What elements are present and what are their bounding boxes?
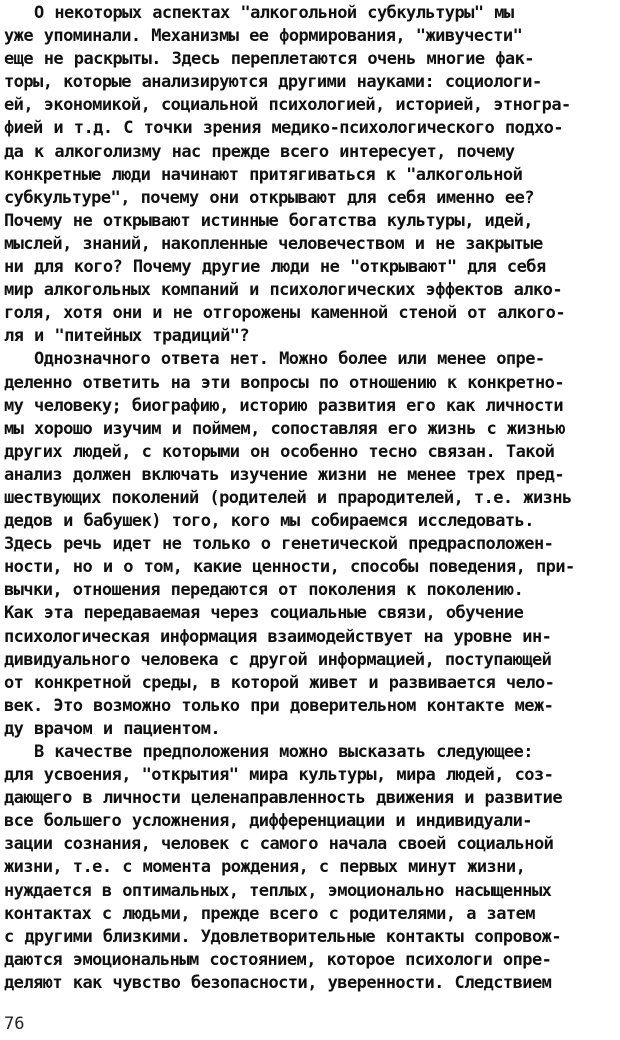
text-line: даются эмоциональным состоянием, которое психологи опре- (4, 949, 552, 970)
text-line: дедов и бабушек) того, кого мы собираемся исследовать. (4, 511, 534, 532)
text-line: мы хорошо изучим и поймем, сопоставляя его жизнь с жизнью (4, 418, 566, 439)
text-line: мир алкогольных компаний и психологических эффектов алко- (4, 280, 563, 301)
text-line: торы, которые анализируются другими науками: социологи- (4, 72, 542, 93)
text-line: от конкретной среды, в которой живет и развивается чело- (4, 672, 555, 693)
text-line: анализ должен включать изучение жизни не менее трех пред- (4, 464, 565, 485)
text-line: вычки, отношения передаются от поколения к поколению. (4, 580, 524, 601)
text-line: еще не раскрыты. Здесь переплетаются очень многие фак- (4, 49, 534, 70)
text-line: шествующих поколений (родителей и прародителей, т.е. жизнь (4, 487, 572, 508)
text-line: О некоторых аспектах "алкогольной субкультуры" мы (34, 3, 514, 23)
text-line: субкультуре", почему они открывают для себя именно ее? (4, 187, 534, 208)
text-line: фией и т.д. С точки зрения медико-психологического подхо- (4, 118, 564, 139)
text-line: мыслей, знаний, накопленные человечеством и не закрытые (4, 233, 543, 254)
text-line: деленно ответить на эти вопросы по отношению к конкретно- (4, 372, 565, 393)
text-line: Здесь речь идет не только о генетической предрасположен- (4, 534, 554, 555)
text-line: уже упоминали. Механизмы ее формирования, "живучести" (4, 26, 523, 47)
text-line: с другими близкими. Удовлетворительные контакты сопровож- (4, 926, 562, 947)
text-line: психологическая информация взаимодействует на уровне ин- (4, 626, 552, 647)
text-line: все большего усложнения, дифференциации и индивидуали- (4, 811, 532, 832)
text-line: других людей, с которыми он особенно тесно связан. Такой (4, 441, 555, 462)
text-line: век. Это возможно только при доверительном контакте меж- (4, 695, 554, 716)
text-line: ей, экономикой, социальной психологией, историей, этногра- (4, 95, 571, 116)
text-line: голя, хотя они и не отгорожены каменной стеной от алкого- (4, 303, 566, 324)
text-line: контактах с людьми, прежде всего с родителями, а затем (4, 903, 535, 924)
text-line: ду врачом и пациентом. (4, 718, 221, 739)
text-line: В качестве предположения можно высказать следующее: (34, 742, 533, 762)
text-line: Как эта передаваемая через социальные связи, обучение (4, 603, 524, 624)
text-line: ности, но и о том, какие ценности, способы поведения, при- (4, 557, 575, 578)
text-line: Однозначного ответа нет. Можно более или менее опре- (34, 349, 545, 370)
page-number: 76 (4, 1014, 25, 1034)
text-line: нуждается в оптимальных, теплых, эмоционально насыщенных (4, 880, 552, 901)
text-line: му человеку; биографию, историю развития его как личности (4, 395, 564, 416)
body-text (4, 2, 608, 995)
text-line: деляют как чувство безопасности, уверенности. Следствием (4, 972, 552, 993)
text-line: ни для кого? Почему другие люди не "открывают" для себя (4, 257, 546, 278)
text-line: дивидуального человека с другой информацией, поступающей (4, 649, 552, 670)
text-line: Почему не открывают истинные богатства культуры, идей, (4, 210, 533, 231)
text-line: ля и "питейных традиций"? (4, 326, 250, 347)
text-line: конкретные люди начинают притягиваться к "алкогольной (4, 164, 523, 185)
text-line: жизни, т.е. с момента рождения, с первых минут жизни, (4, 857, 526, 878)
text-line: для усвоения, "открытия" мира культуры, мира людей, соз- (4, 765, 554, 786)
text-line: дающего в личности целенаправленность движения и развитие (4, 788, 563, 809)
text-line: зации сознания, человек с самого начала своей социальной (4, 834, 554, 855)
text-line: да к алкоголизму нас прежде всего интересует, почему (4, 141, 515, 162)
